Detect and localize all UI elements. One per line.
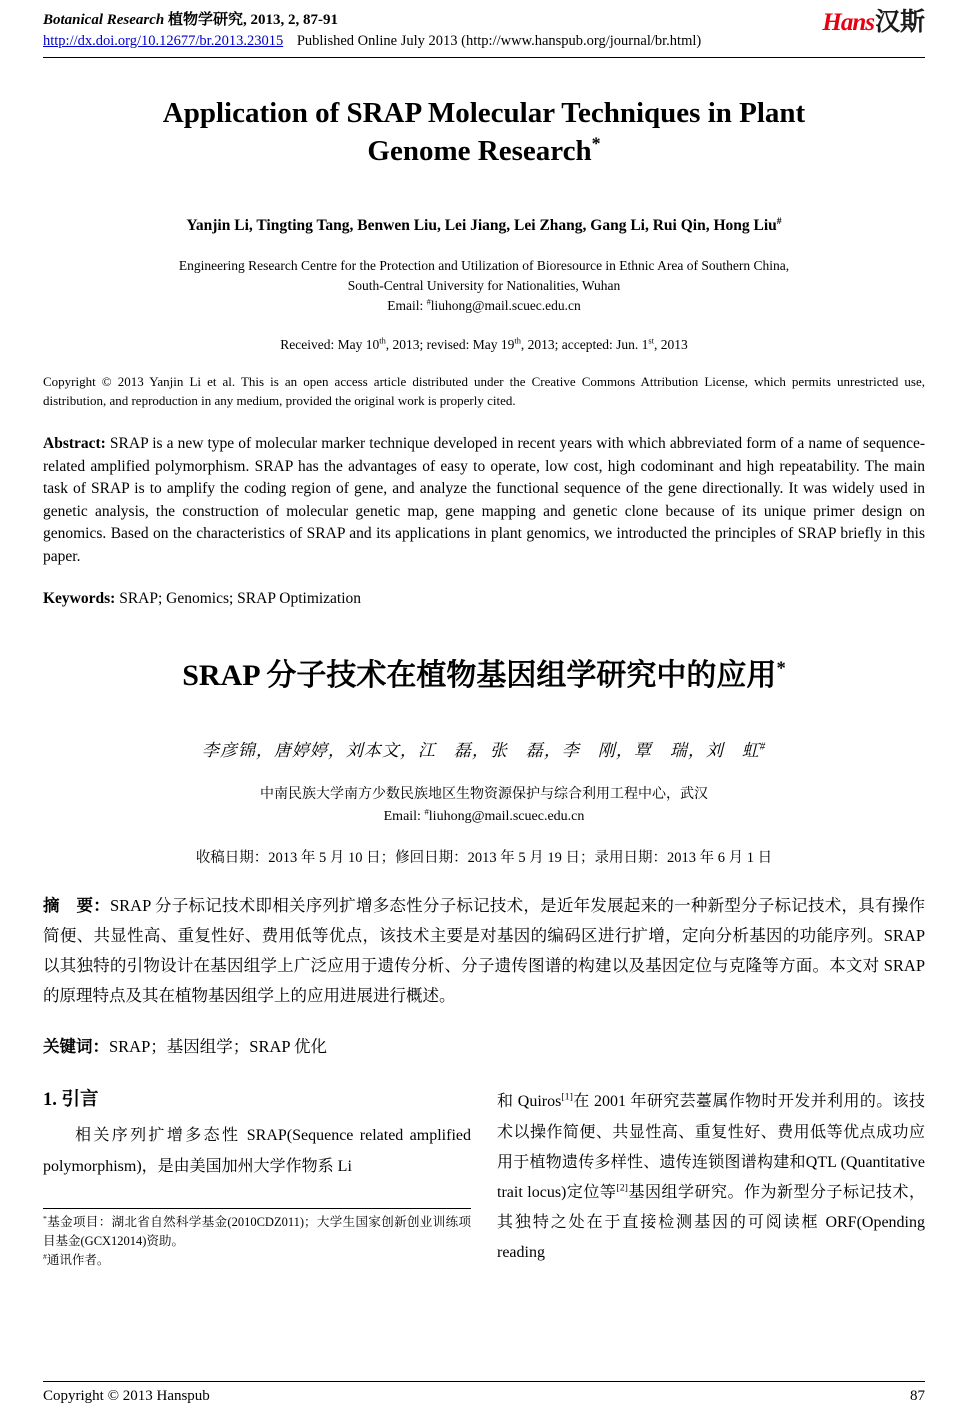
- affiliation-en: [43, 256, 925, 317]
- intro-paragraph-right: [497, 1087, 925, 1267]
- footnote-block: [43, 1208, 471, 1271]
- authors-cn: [43, 736, 925, 761]
- footnote-corr-mark: #: [43, 1252, 47, 1262]
- hans-logo-latin: Hans: [822, 9, 874, 36]
- journal-info: [43, 8, 701, 50]
- left-column: [43, 1085, 471, 1270]
- intro-right-seg: 和 Quiros: [497, 1093, 562, 1111]
- journal-title: [43, 8, 701, 29]
- intro-right-seg: 基因组学研究。作为新型分子标记技术，其独特之处在于直接检测基因的可阅读框 ORF(Opending reading: [497, 1183, 925, 1261]
- affiliation-en-line1: Engineering Research Centre for the Protection and Utilization of Bioresource in Ethnic Area of Southern China,: [178, 257, 790, 273]
- email-label-cn: Email:: [383, 808, 425, 824]
- section-heading-intro: 1. 引言: [43, 1090, 99, 1111]
- body-columns: [43, 1085, 925, 1270]
- abstract-cn: [43, 891, 925, 1011]
- title-cn-footnote-mark: *: [776, 658, 786, 679]
- corresponding-author-mark: #: [776, 215, 782, 227]
- received-seg: , 2013: [653, 337, 688, 353]
- article-title-line2: Genome Research: [367, 135, 592, 168]
- received-dates-cn: 收稿日期：2013 年 5 月 10 日；修回日期：2013 年 5 月 19 日；录用日期：2013 年 6 月 1 日: [195, 850, 773, 867]
- affiliation-cn-line1: 中南民族大学南方少数民族地区生物资源保护与综合利用工程中心，武汉: [260, 787, 708, 802]
- email-mark-en: #: [426, 297, 431, 307]
- footnote-divider: [43, 1208, 471, 1209]
- keywords-label-en: Keywords:: [43, 590, 116, 607]
- footnote-fund-mark: *: [43, 1213, 47, 1223]
- received-sup: st: [648, 336, 654, 346]
- right-column: [497, 1085, 925, 1270]
- journal-issue-info: , 2013, 2, 87-91: [243, 12, 339, 28]
- footnote-corresponding: [43, 1251, 471, 1270]
- received-sup: th: [514, 336, 521, 346]
- received-sup: th: [379, 336, 386, 346]
- article-title-cn: [43, 650, 925, 694]
- intro-paragraph-left: 相关序列扩增多态性 SRAP(Sequence related amplified polymorphism)，是由美国加州大学作物系 Li: [43, 1127, 471, 1175]
- abstract-label-en: Abstract:: [43, 435, 106, 453]
- keywords-en: [43, 590, 925, 608]
- footnote-corr-text: 通讯作者。: [46, 1253, 110, 1268]
- journal-name-cn: 植物学研究: [164, 12, 244, 28]
- citation-ref-2: [2]: [616, 1182, 628, 1194]
- received-dates-en: [43, 337, 925, 353]
- article-title-cn-text: SRAP 分子技术在植物基因组学研究中的应用: [182, 659, 777, 692]
- footer-copyright: Copyright © 2013 Hanspub: [43, 1388, 210, 1404]
- abstract-label-cn: 摘 要：: [43, 896, 110, 916]
- affiliation-cn: [43, 784, 925, 827]
- footer-divider: [43, 1381, 925, 1382]
- keywords-label-cn: 关键词：: [43, 1037, 109, 1057]
- page-number: 87: [910, 1388, 925, 1404]
- journal-name-en: Botanical Research: [43, 12, 165, 28]
- authors-en: [43, 217, 925, 235]
- email-mark-cn: #: [424, 806, 429, 817]
- corresponding-author-mark-cn: #: [759, 741, 767, 753]
- keywords-cn: [43, 1033, 925, 1057]
- footer: [43, 1381, 925, 1405]
- doi-link[interactable]: http://dx.doi.org/10.12677/br.2013.23015: [43, 33, 284, 49]
- authors-cn-names: 李彦锦，唐婷婷，刘本文，江 磊，张 磊，李 刚，覃 瑞，刘 虹: [201, 741, 760, 760]
- abstract-text-en: SRAP is a new type of molecular marker technique developed in recent years with which abbreviated form of a name of sequence-related amplified polymorphism. SRAP has the advantages of easy to operate, low cost, high codominant and high repeatability. The main task of SRAP is to amplify the coding region of gene, and analyze the functional sequence of the gene directionally. It was widely used in genetic analysis, the construction of molecular genetic map, gene mapping and genetic clone because of its unique primer design on genomics. Based on the characteristics of SRAP and its applications in plant genomics, we introducted the principles of SRAP briefly in this paper.: [43, 435, 925, 565]
- article-title-en: [43, 94, 925, 171]
- journal-header: [43, 8, 925, 50]
- email-address-en: liuhong@mail.scuec.edu.cn: [430, 298, 581, 314]
- keywords-text-en: SRAP; Genomics; SRAP Optimization: [115, 590, 362, 607]
- received-seg: , 2013; accepted: Jun. 1: [520, 337, 649, 353]
- received-seg: Received: May 10: [280, 337, 380, 353]
- email-address-cn: liuhong@mail.scuec.edu.cn: [428, 808, 585, 824]
- header-divider: [43, 57, 925, 58]
- email-label-en: Email:: [387, 298, 427, 314]
- published-info: Published Online July 2013 (http://www.hanspub.org/journal/br.html): [296, 33, 702, 49]
- title-footnote-mark: *: [591, 133, 601, 154]
- intro-right-seg: 在 2001 年研究芸薹属作物时开发并利用的。该技术以操作简便、共显性高、重复性好、费用低等优点成功应用于植物遗传多样性、遗传连锁图谱构建和QTL (Quantitative trait locus)定位等: [497, 1093, 925, 1201]
- journal-doi-line: [43, 33, 701, 50]
- article-title-line1: Application of SRAP Molecular Techniques in Plant: [162, 97, 806, 129]
- keywords-text-cn: SRAP；基因组学；SRAP 优化: [109, 1037, 328, 1057]
- footnote-fund: [43, 1213, 471, 1252]
- abstract-en: [43, 433, 925, 568]
- abstract-text-cn: SRAP 分子标记技术即相关序列扩增多态性分子标记技术，是近年发展起来的一种新型分子标记技术，具有操作简便、共显性高、重复性好、费用低等优点，该技术主要是对基因的编码区进行扩增，定向分析基因的功能序列。SRAP 以其独特的引物设计在基因组学上广泛应用于遗传分析、分子遗传图谱的构建以及基因定位与克隆等方面。本文对 SRAP 的原理特点及其在植物基因组学上的应用进展进行概述。: [43, 896, 925, 1006]
- authors-en-names: Yanjin Li, Tingting Tang, Benwen Liu, Lei Jiang, Lei Zhang, Gang Li, Rui Qin, Hong Liu: [186, 216, 777, 234]
- hans-logo: [822, 8, 925, 35]
- hans-logo-cn: 汉斯: [874, 9, 925, 36]
- affiliation-en-line2: South-Central University for Nationalities, Wuhan: [347, 277, 621, 293]
- received-seg: , 2013; revised: May 19: [385, 337, 515, 353]
- footnote-fund-text: 基金项目：湖北省自然科学基金(2010CDZ011)；大学生国家创新创业训练项目基金(GCX12014)资助。: [43, 1214, 471, 1248]
- copyright-notice: Copyright © 2013 Yanjin Li et al. This is an open access article distributed under the Creative Commons Attribution License, which permits unrestricted use, distribution, and reproduction in any medium, provided the original work is properly cited.: [43, 374, 925, 408]
- citation-ref-1: [1]: [561, 1092, 573, 1104]
